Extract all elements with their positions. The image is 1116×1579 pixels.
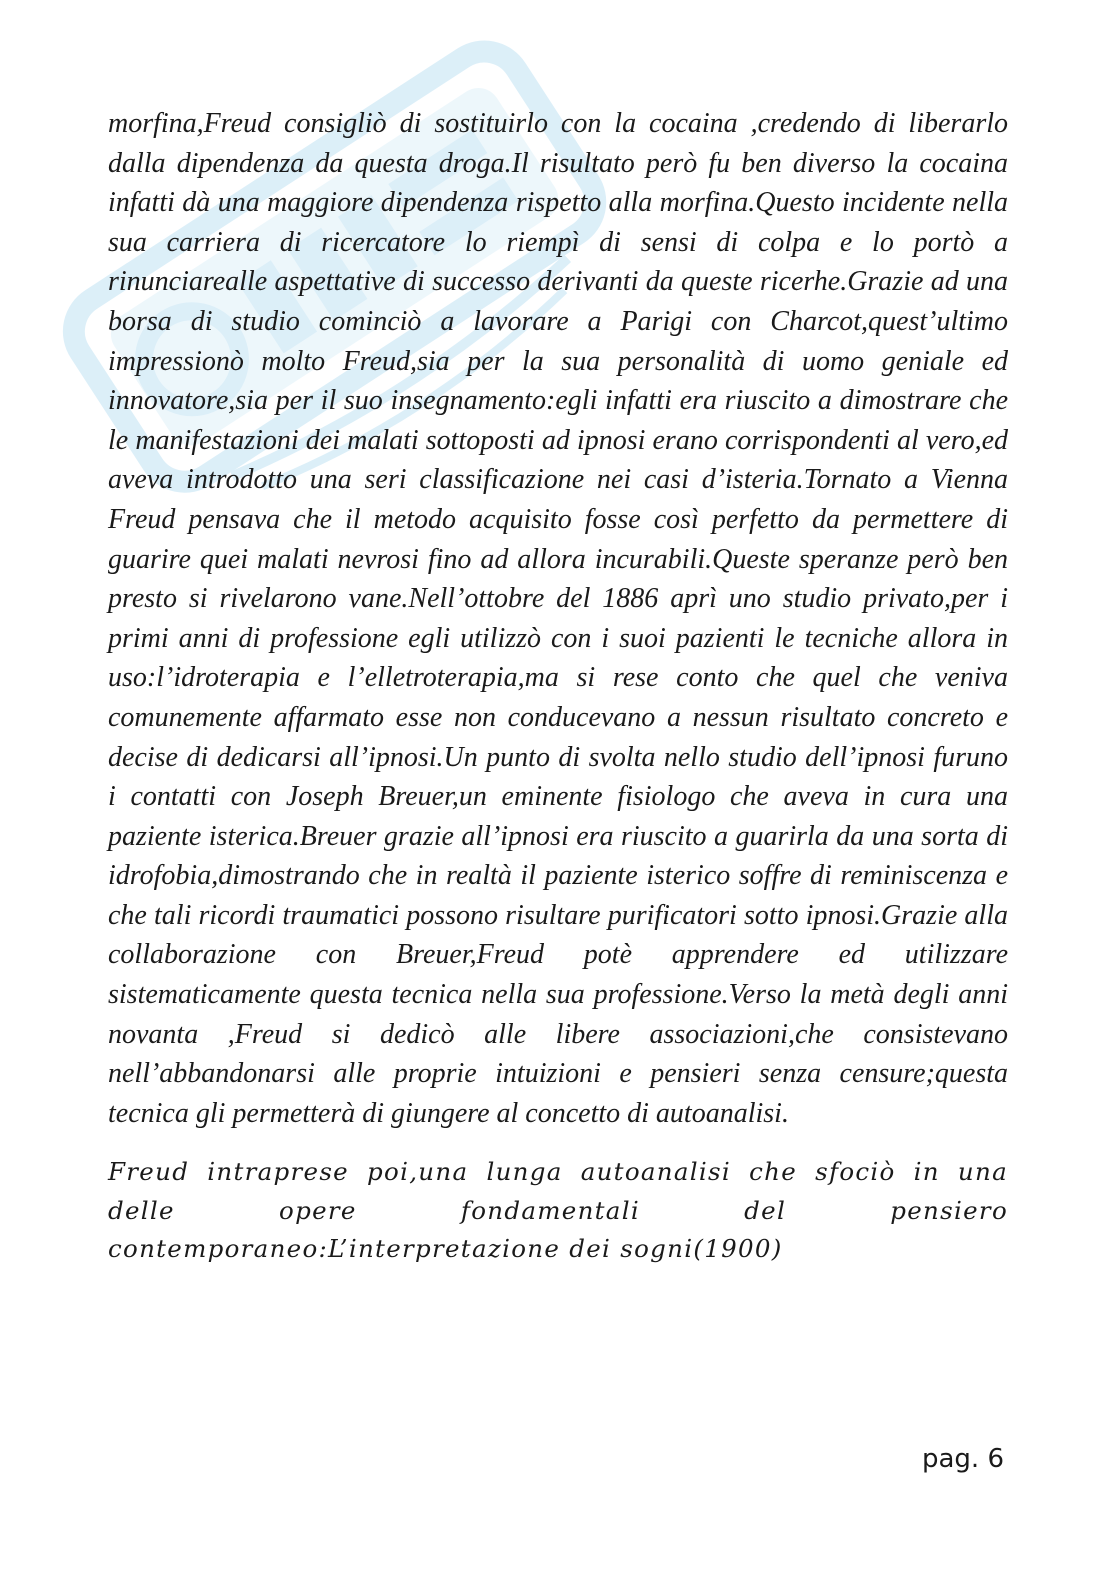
closing-paragraph: Freud intraprese poi,una lunga autoanalisi che sfociò in una delle opere fondamentali del pensiero contemporaneo:L’interpretazione dei sogni(1900): [108, 1157, 1008, 1264]
document-body: [108, 104, 1008, 1269]
page-number: pag. 6: [921, 1444, 1004, 1474]
body-paragraph: morfina,Freud consigliò di sostituirlo con la cocaina ,credendo di liberarlo dalla dipendenza da questa droga.Il risultato però fu ben diverso la cocaina infatti dà una maggiore dipendenza rispetto alla morfina.Questo incidente nella sua carriera di ricercatore lo riempì di sensi di colpa e lo portò a rinunciarealle aspettative di successo derivanti da queste ricerhe.Grazie ad una borsa di studio cominciò a lavorare a Parigi con Charcot,quest’ultimo impressionò molto Freud,sia per la sua personalità di uomo geniale ed innovatore,sia per il suo insegnamento:egli infatti era riuscito a dimostrare che le manifestazioni dei malati sottoposti ad ipnosi erano corrispondenti al vero,ed aveva introdotto una seri classificazione nei casi d’isteria.Tornato a Vienna Freud pensava che il metodo acquisito fosse così perfetto da permettere di guarire quei malati nevrosi fino ad allora incurabili.Queste speranze però ben presto si rivelarono vane.Nell’ottobre del 1886 aprì uno studio privato,per i primi anni di professione egli utilizzò con i suoi pazienti le tecniche allora in uso:l’idroterapia e l’elletroterapia,ma si rese conto che quel che veniva comunemente affarmato esse non conducevano a nessun risultato concreto e decise di dedicarsi all’ipnosi.Un punto di svolta nello studio dell’ipnosi furuno i contatti con Joseph Breuer,un eminente fisiologo che aveva in cura una paziente isterica.Breuer grazie all’ipnosi era riuscito a guarirla da una sorta di idrofobia,dimostrando che in realtà il paziente isterico soffre di reminiscenza e che tali ricordi traumatici possono risultare purificatori sotto ipnosi.Grazie alla collaborazione con Breuer,Freud potè apprendere ed utilizzare sistematicamente questa tecnica nella sua professione.Verso la metà degli anni novanta ,Freud si dedicò alle libere associazioni,che consistevano nell’abbandonarsi alle proprie intuizioni e pensieri senza censure;questa tecnica gli permetterà di giungere al concetto di autoanalisi.: [108, 108, 1008, 1129]
